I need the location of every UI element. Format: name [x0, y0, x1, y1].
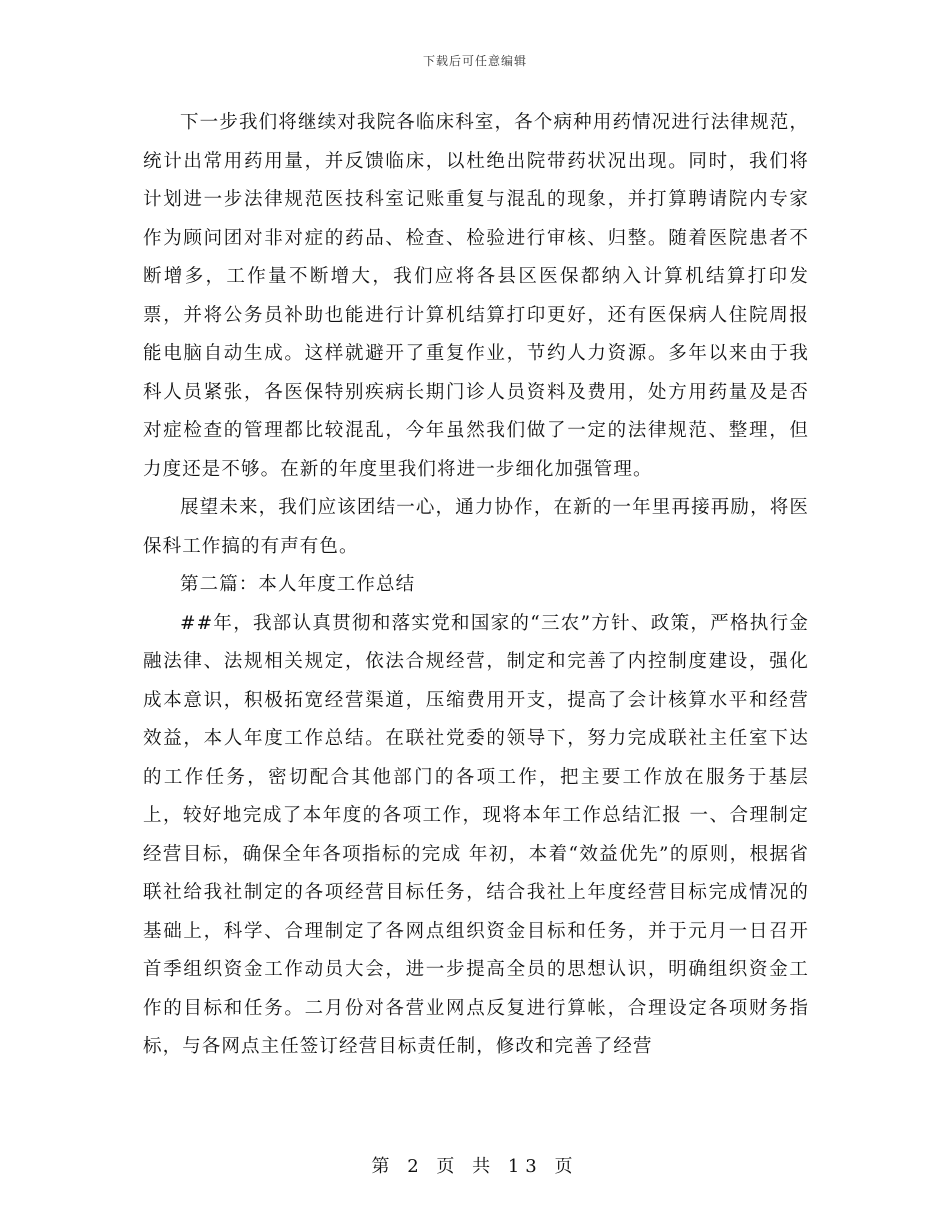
section-title: 第二篇：本人年度工作总结	[180, 574, 416, 595]
page-footer: 第 2 页 共 13 页	[371, 1156, 579, 1177]
paragraph-plan: 下一步我们将继续对我院各临床科室，各个病种用药情况进行法律规范，统计出常用药用量，并反馈临床，以杜绝出院带药状况出现。同时，我们将计划进一步法律规范医技科室记账重复与混乱的现象，并打算聘请院内专家作为顾问团对非对症的药品、检查、检验进行审核、归整。随着医院患者不断增多，工作量不断增大，我们应将各县区医保都纳入计算机结算打印发票，并将公务员补助也能进行计算机结算打印更好，还有医保病人住院周报能电脑自动生成。这样就避开了重复作业，节约人力资源。多年以来由于我科人员紧张，各医保特别疾病长期门诊人员资料及费用，处方用药量及是否对症检查的管理都比较混乱，今年虽然我们做了一定的法律规范、整理，但力度还是不够。在新的年度里我们将进一步细化加强管理。	[143, 112, 809, 480]
paragraph-outlook: 展望未来，我们应该团结一心，通力协作，在新的一年里再接再励，将医保科工作搞的有声有色。	[143, 497, 809, 557]
paragraph-summary: ##年，我部认真贯彻和落实党和国家的“三农”方针、政策，严格执行金融法律、法规相关规定，依法合规经营，制定和完善了内控制度建设，强化成本意识，积极拓宽经营渠道，压缩费用开支，提高了会计核算水平和经营效益，本人年度工作总结。在联社党委的领导下，努力完成联社主任室下达的工作任务，密切配合其他部门的各项工作，把主要工作放在服务于基层上，较好地完成了本年度的各项工作，现将本年工作总结汇报 一、合理制定经营目标，确保全年各项指标的完成 年初，本着“效益优先”的原则，根据省联社给我社制定的各项经营目标任务，结合我社上年度经营目标完成情况的基础上，科学、合理制定了各网点组织资金目标和任务，并于元月一日召开首季组织资金工作动员大会，进一步提高全员的思想认识，明确组织资金工作的目标和任务。二月份对各营业网点反复进行算帐，合理设定各项财务指标，与各网点主任签订经营目标责任制，修改和完善了经营	[143, 612, 809, 1057]
document-body	[143, 104, 809, 1067]
page-header: 下载后可任意编辑	[422, 54, 527, 68]
